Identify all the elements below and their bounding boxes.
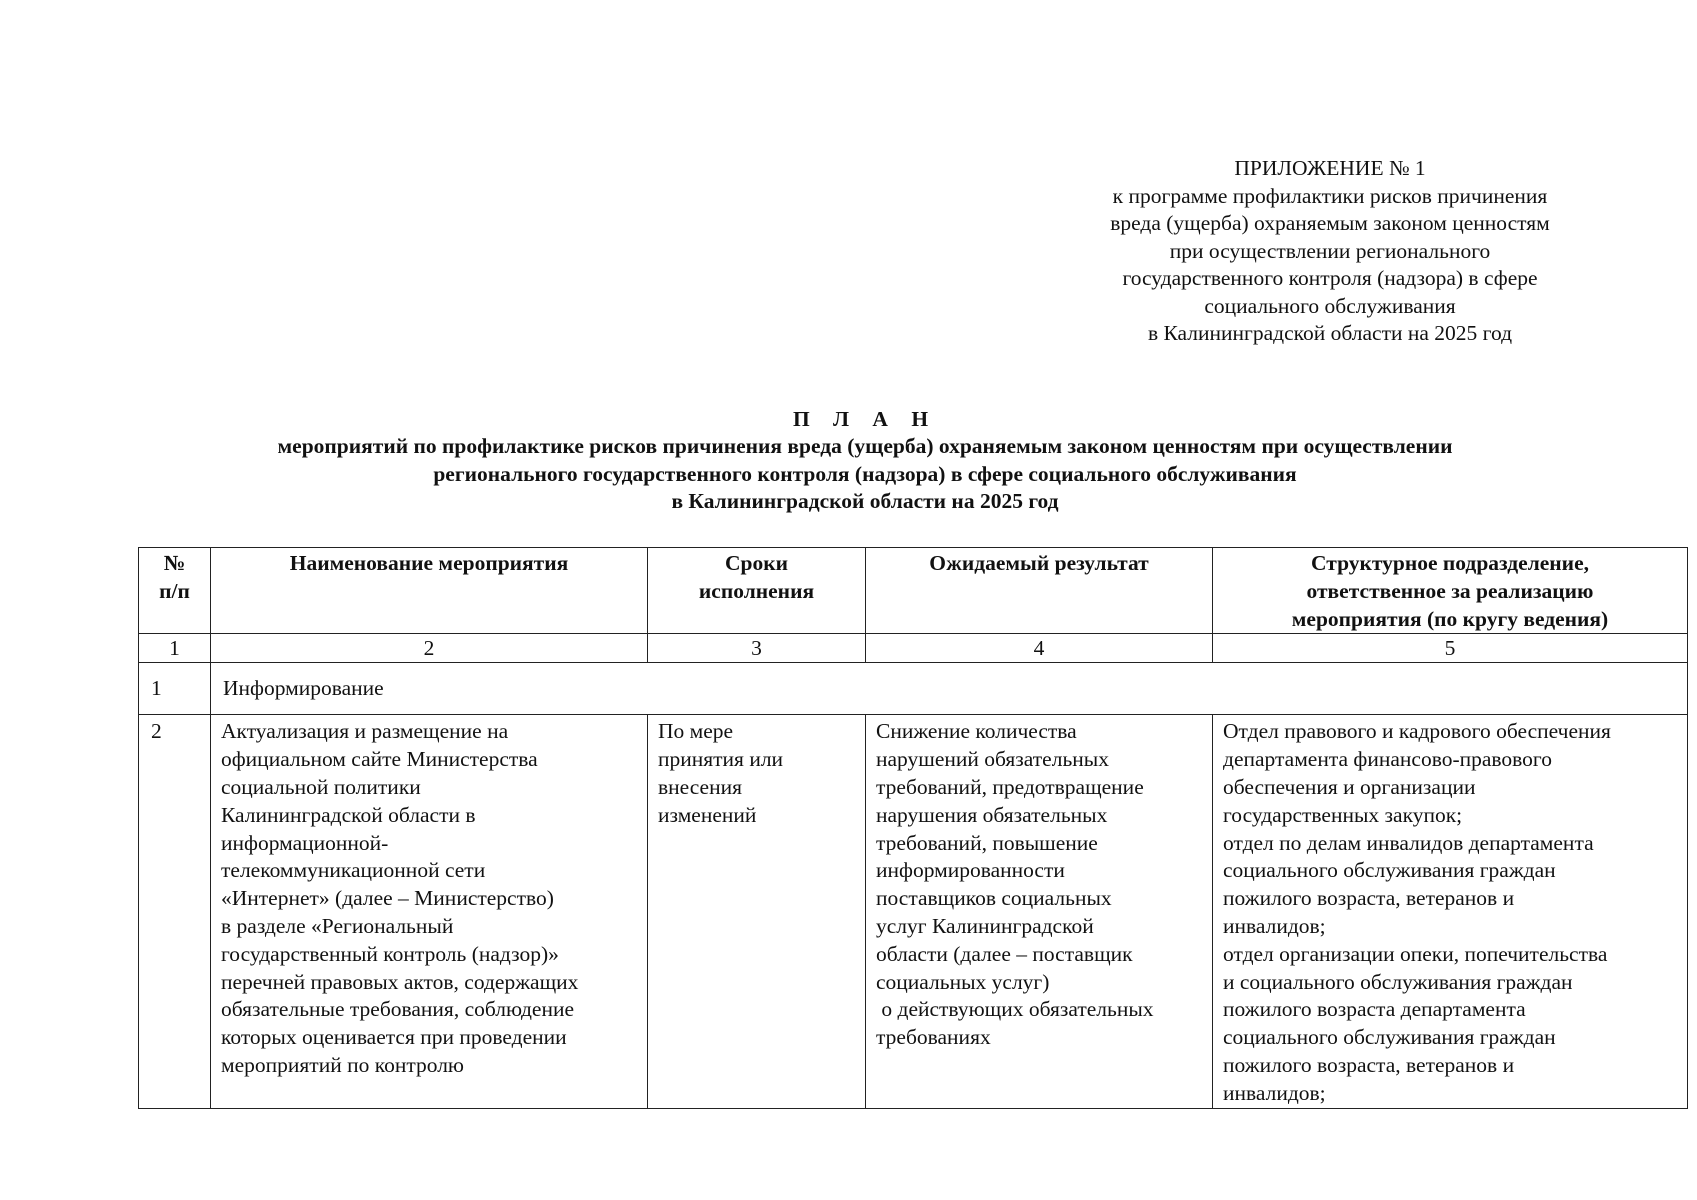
header-number <box>139 548 211 634</box>
header-number-line: № <box>163 551 186 575</box>
section-row <box>139 663 1688 715</box>
plan-subtitle-line: мероприятий по профилактике рисков причинения вреда (ущерба) охраняемым законом ценностям при осуществлении <box>277 434 1453 458</box>
text-line: которых оценивается при проведении <box>221 1025 567 1050</box>
text-line: информированности <box>876 858 1065 883</box>
text-line: обеспечения и организации <box>1223 774 1476 799</box>
header-deadline-line: Сроки <box>724 551 788 575</box>
column-number: 2 <box>211 634 648 663</box>
text-line: Актуализация и размещение на <box>221 719 509 744</box>
text-line: государственных закупок; <box>1223 802 1463 827</box>
table-row <box>139 715 1688 1108</box>
plan-title-block <box>0 405 1697 516</box>
text-line: области (далее – поставщик <box>876 941 1133 966</box>
plan-table <box>138 547 1688 1109</box>
appendix-line: при осуществлении регионального <box>1169 238 1491 263</box>
text-line: пожилого возраста, ветеранов и <box>1223 1052 1515 1077</box>
text-line: пожилого возраста департамента <box>1223 997 1526 1022</box>
text-line: социальной политики <box>221 774 421 799</box>
text-line: инвалидов; <box>1223 913 1326 938</box>
section-label: Информирование <box>211 663 1688 715</box>
text-line: требований, повышение <box>876 830 1098 855</box>
section-number: 1 <box>139 663 211 715</box>
appendix-line: государственного контроля (надзора) в сфере <box>1122 266 1538 290</box>
appendix-title: ПРИЛОЖЕНИЕ № 1 <box>1234 156 1426 180</box>
header-responsible-unit <box>1213 548 1688 634</box>
text-line: социального обслуживания граждан <box>1223 858 1556 883</box>
appendix-line: вреда (ущерба) охраняемым законом ценностям <box>1110 211 1550 235</box>
header-unit-line: Структурное подразделение, <box>1311 551 1589 575</box>
text-line: социальных услуг) <box>876 969 1050 994</box>
text-line: пожилого возраста, ветеранов и <box>1223 886 1515 911</box>
text-line: отдел по делам инвалидов департамента <box>1223 830 1594 855</box>
header-result-line: Ожидаемый результат <box>929 551 1149 575</box>
plan-subtitle-line: регионального государственного контроля (надзора) в сфере социального обслуживания <box>433 461 1297 486</box>
row-number: 2 <box>139 715 211 1108</box>
text-line: социального обслуживания граждан <box>1223 1025 1556 1050</box>
text-line: телекоммуникационной сети <box>221 858 486 883</box>
text-line: инвалидов; <box>1223 1080 1326 1105</box>
row-activity-name <box>211 715 648 1108</box>
header-unit-line: ответственное за реализацию <box>1306 578 1594 603</box>
column-number-row <box>139 634 1688 663</box>
appendix-line: к программе профилактики рисков причинения <box>1112 183 1548 208</box>
row-expected-result <box>866 715 1213 1108</box>
text-line: нарушений обязательных <box>876 747 1109 772</box>
text-line: изменений <box>658 802 757 827</box>
header-expected-result <box>866 548 1213 634</box>
plan-heading: П Л А Н <box>792 407 938 431</box>
text-line: Отдел правового и кадрового обеспечения <box>1223 719 1611 744</box>
row-responsible-unit <box>1213 715 1688 1108</box>
header-activity-line: Наименование мероприятия <box>289 551 569 575</box>
text-line: По мере <box>658 719 734 744</box>
text-line: обязательные требования, соблюдение <box>221 997 574 1022</box>
text-line: мероприятий по контролю <box>221 1052 464 1077</box>
text-line: в разделе «Региональный <box>221 913 454 938</box>
appendix-block <box>1060 155 1600 348</box>
text-line: требованиях <box>876 1025 991 1050</box>
text-line: информационной- <box>221 830 389 855</box>
text-line: принятия или <box>658 747 784 772</box>
header-number-line: п/п <box>159 578 190 603</box>
text-line: поставщиков социальных <box>876 886 1112 911</box>
appendix-line: в Калининградской области на 2025 год <box>1147 321 1513 345</box>
text-line: государственный контроль (надзор)» <box>221 941 559 966</box>
header-activity-name <box>211 548 648 634</box>
column-number: 5 <box>1213 634 1688 663</box>
header-deadline <box>648 548 866 634</box>
text-line: перечней правовых актов, содержащих <box>221 969 579 994</box>
column-number: 1 <box>139 634 211 663</box>
row-deadline <box>648 715 866 1108</box>
text-line: внесения <box>658 774 742 799</box>
column-number: 3 <box>648 634 866 663</box>
text-line: и социального обслуживания граждан <box>1223 969 1573 994</box>
text-line: официальном сайте Министерства <box>221 747 538 772</box>
text-line: о действующих обязательных <box>876 997 1154 1022</box>
table-header-row <box>139 548 1688 634</box>
text-line: нарушения обязательных <box>876 802 1108 827</box>
text-line: Калининградской области в <box>221 802 476 827</box>
text-line: отдел организации опеки, попечительства <box>1223 941 1608 966</box>
appendix-line: социального обслуживания <box>1204 293 1456 318</box>
plan-subtitle-line: в Калининградской области на 2025 год <box>671 489 1059 513</box>
text-line: «Интернет» (далее – Министерство) <box>221 886 554 911</box>
text-line: Снижение количества <box>876 719 1077 744</box>
header-unit-line: мероприятия (по кругу ведения) <box>1291 606 1609 631</box>
text-line: услуг Калининградской <box>876 913 1094 938</box>
text-line: департамента финансово-правового <box>1223 747 1552 772</box>
header-deadline-line: исполнения <box>698 578 815 603</box>
column-number: 4 <box>866 634 1213 663</box>
text-line: требований, предотвращение <box>876 774 1144 799</box>
